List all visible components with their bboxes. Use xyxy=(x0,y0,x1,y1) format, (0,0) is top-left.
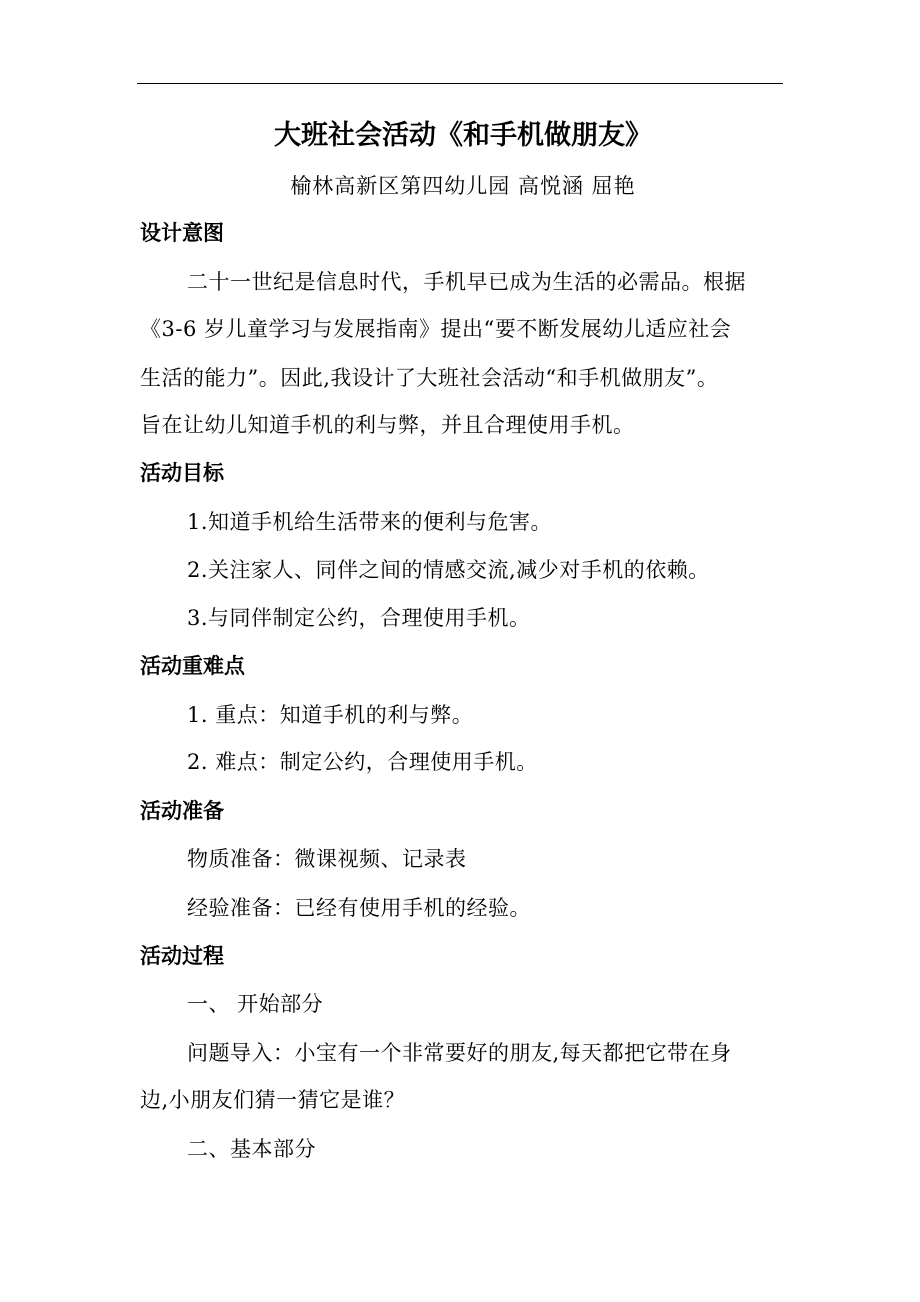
paragraph-line: 二十一世纪是信息时代，手机早已成为生活的必需品。根据 xyxy=(187,270,746,294)
section-heading-key-points: 活动重难点 xyxy=(140,654,245,678)
section-heading-preparation: 活动准备 xyxy=(140,799,224,823)
preparation-item: 经验准备：已经有使用手机的经验。 xyxy=(187,896,531,920)
paragraph-line: 《3-6 岁儿童学习与发展指南》提出“要不断发展幼儿适应社会 xyxy=(140,317,732,341)
key-point-item: 1. 重点：知道手机的利与弊。 xyxy=(187,703,474,727)
preparation-item: 物质准备：微课视频、记录表 xyxy=(187,847,467,871)
document-title: 大班社会活动《和手机做朋友》 xyxy=(274,120,652,151)
section-heading-process: 活动过程 xyxy=(140,944,224,968)
process-part-title: 二、基本部分 xyxy=(187,1137,316,1161)
goal-item: 2.关注家人、同伴之间的情感交流,减少对手机的依赖。 xyxy=(187,558,710,582)
paragraph-line: 旨在让幼儿知道手机的利与弊，并且合理使用手机。 xyxy=(140,413,635,437)
paragraph-line: 生活的能力”。因此,我设计了大班社会活动“和手机做朋友”。 xyxy=(140,366,719,390)
goal-item: 3.与同伴制定公约，合理使用手机。 xyxy=(187,606,531,630)
header-rule xyxy=(137,83,783,84)
paragraph-line: 问题导入：小宝有一个非常要好的朋友,每天都把它带在身 xyxy=(187,1041,732,1065)
key-point-item: 2. 难点：制定公约，合理使用手机。 xyxy=(187,750,538,774)
section-heading-design-intent: 设计意图 xyxy=(140,221,224,245)
paragraph-line: 边,小朋友们猜一猜它是谁？ xyxy=(140,1088,406,1112)
goal-item: 1.知道手机给生活带来的便利与危害。 xyxy=(187,510,553,534)
process-part-title: 一、 开始部分 xyxy=(187,992,324,1016)
section-heading-goals: 活动目标 xyxy=(140,461,224,485)
author-line: 榆林高新区第四幼儿园 高悦涵 屈艳 xyxy=(290,174,636,198)
